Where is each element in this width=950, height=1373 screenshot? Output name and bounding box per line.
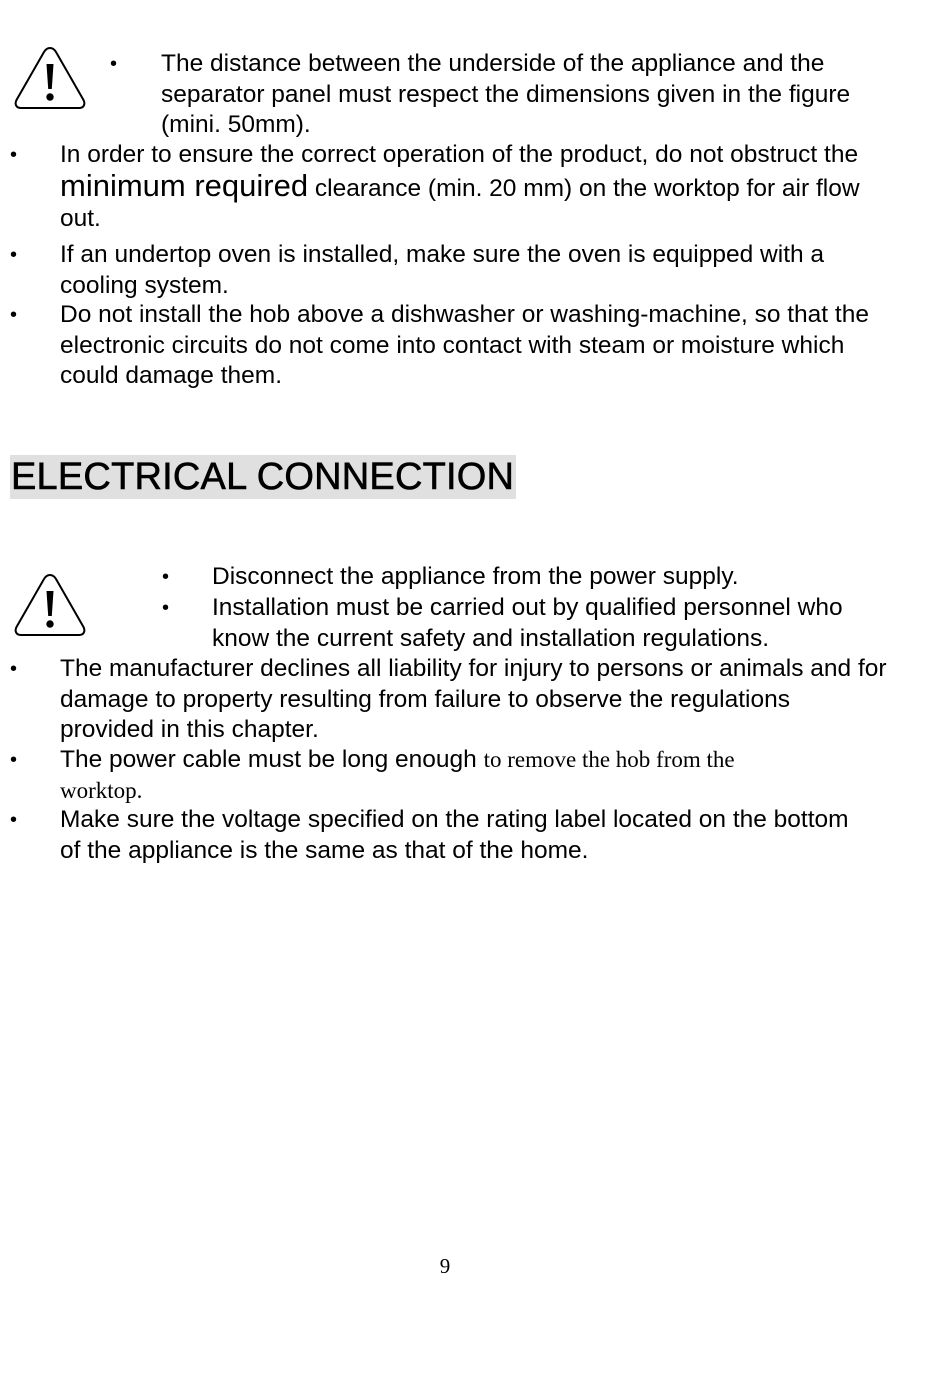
power-cable-text-sans: The power cable must be long enough <box>60 746 477 773</box>
page-number: 9 <box>439 1254 451 1278</box>
section-heading: ELECTRICAL CONNECTION <box>11 456 515 498</box>
warning-triangle-icon <box>13 571 87 639</box>
clearance-text-post: clearance (min. 20 mm) on the worktop for air flow out. <box>60 174 860 232</box>
bullet: • <box>162 597 170 619</box>
warning-triangle-icon <box>13 44 87 112</box>
list-item-liability: The manufacturer declines all liability for injury to persons or animals and for damage to property resulting from failure to observe the regulations provided in this chapter. <box>60 655 887 743</box>
bullet: • <box>10 658 18 680</box>
list-item-dishwasher: Do not install the hob above a dishwasher or washing-machine, so that the electronic circuits do not come into contact with steam or moisture which could damage them. <box>60 301 869 389</box>
list-item-undertop-oven: If an undertop oven is installed, make sure the oven is equipped with a cooling system. <box>60 241 825 299</box>
bullet: • <box>110 53 118 75</box>
bullet: • <box>10 144 18 166</box>
list-item-minimum-clearance <box>60 140 890 235</box>
warning-item-separator-distance: The distance between the underside of the appliance and the separator panel must respect the dimensions given in the figure (mini. 50mm). <box>161 50 851 138</box>
warning-item-disconnect: Disconnect the appliance from the power supply. <box>212 563 739 590</box>
list-item-voltage: Make sure the voltage specified on the rating label located on the bottom of the appliance is the same as that of the home. <box>60 806 849 864</box>
list-item-power-cable <box>60 745 820 806</box>
bullet: • <box>10 304 18 326</box>
bullet: • <box>10 749 18 771</box>
clearance-text-emphasis: minimum required <box>60 167 309 203</box>
warning-item-qualified-personnel: Installation must be carried out by qualified personnel who know the current safety and installation regulations. <box>212 594 843 652</box>
power-cable-text-serif: to remove the hob from the worktop. <box>60 747 735 803</box>
bullet: • <box>10 244 18 266</box>
clearance-text-pre: In order to ensure the correct operation of the product, do not obstruct the <box>60 141 859 168</box>
bullet: • <box>162 566 170 588</box>
bullet: • <box>10 809 18 831</box>
